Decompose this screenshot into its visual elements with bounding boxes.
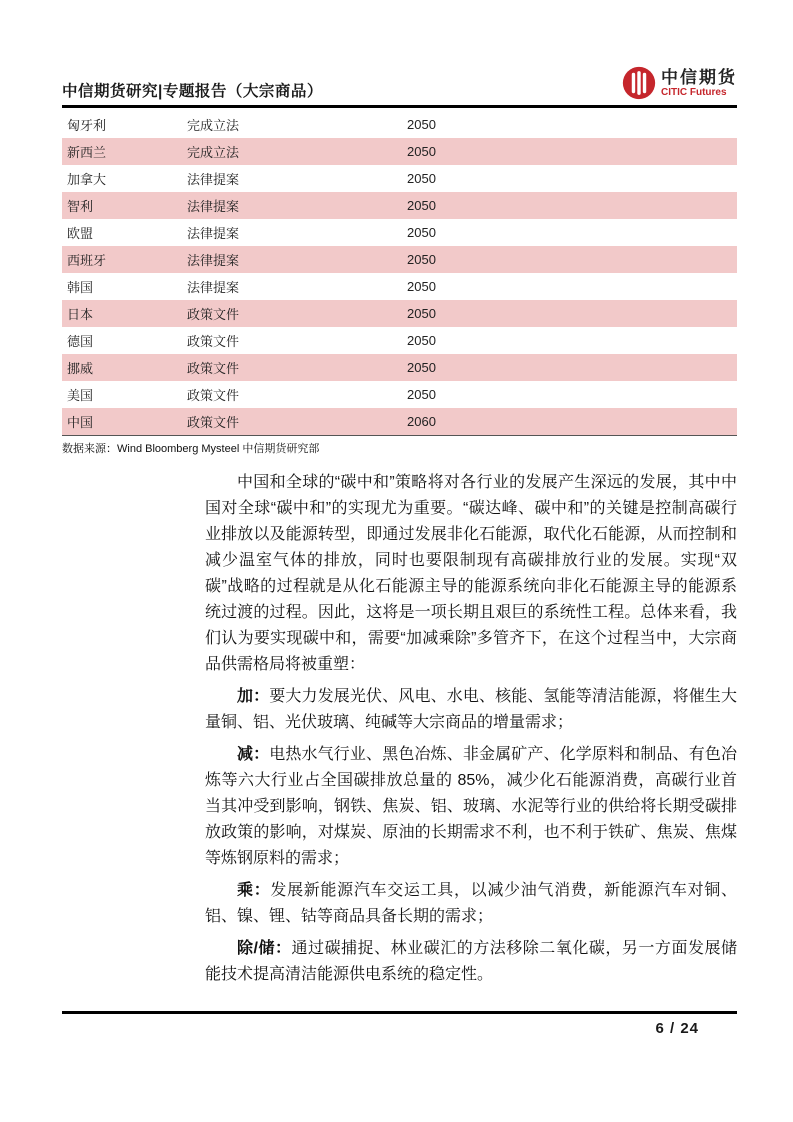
paragraph: 中国和全球的“碳中和”策略将对各行业的发展产生深远的发展，其中中国对全球“碳中和”的实现尤为重要。“碳达峰、碳中和”的关键是控制高碳行业排放以及能源转型，即通过发展非化石能源，取代化石能源，从而控制和减少温室气体的排放，同时也要限制现有高碳排放行业的发展。实现“双碳”战略的过程就是从化石能源主导的能源系统向非化石能源主导的能源系统过渡的过程。因此，这将是一项长期且艰巨的系统性工程。总体来看，我们认为要实现碳中和，需要“加减乘除”多管齐下，在这个过程当中，大宗商品供需格局将被重塑：: [205, 474, 737, 673]
cell-country: 欧盟: [67, 226, 94, 241]
cell-year: 2050: [407, 306, 436, 321]
cell-status: 政策文件: [187, 361, 240, 376]
logo-text: [661, 69, 737, 98]
page-footer: [62, 1011, 737, 1037]
cell-year: 2050: [407, 279, 436, 294]
table-row: [62, 300, 737, 327]
citic-logo: [622, 66, 737, 102]
page-header: [62, 0, 737, 108]
cell-status: 政策文件: [187, 334, 240, 349]
cell-country: 美国: [67, 388, 94, 403]
cell-year: 2050: [407, 225, 436, 240]
cell-year: 2050: [407, 117, 436, 132]
cell-country: 智利: [67, 199, 94, 214]
paragraph-lead: 除/储：: [237, 940, 292, 957]
cell-year: 2060: [407, 414, 436, 429]
cell-country: 日本: [67, 307, 94, 322]
cell-status: 政策文件: [187, 415, 240, 430]
cell-status: 法律提案: [187, 172, 240, 187]
cell-year: 2050: [407, 144, 436, 159]
page-number: 6 / 24: [655, 1020, 699, 1037]
table-row: [62, 354, 737, 381]
cell-status: 完成立法: [187, 145, 240, 160]
cell-year: 2050: [407, 360, 436, 375]
table-row: [62, 219, 737, 246]
cell-year: 2050: [407, 387, 436, 402]
body-text: [205, 470, 737, 988]
paragraph-lead: 加：: [237, 688, 270, 705]
cell-country: 加拿大: [67, 172, 107, 187]
table-row: [62, 327, 737, 354]
page-content: [62, 0, 737, 1122]
cell-country: 新西兰: [67, 145, 107, 160]
cell-country: 韩国: [67, 280, 94, 295]
data-source-note: 数据来源：Wind Bloomberg Mysteel 中信期货研究部: [62, 443, 320, 455]
cell-status: 法律提案: [187, 280, 240, 295]
paragraph: 乘：发展新能源汽车交运工具，以减少油气消费，新能源汽车对铜、铝、镍、锂、钴等商品具备长期的需求；: [205, 882, 737, 925]
table-row: [62, 138, 737, 165]
cell-year: 2050: [407, 252, 436, 267]
cell-status: 法律提案: [187, 199, 240, 214]
table-row: [62, 192, 737, 219]
table-row: [62, 381, 737, 408]
table-row: [62, 273, 737, 300]
table-row: [62, 111, 737, 138]
cell-country: 西班牙: [67, 253, 107, 268]
report-title: 中信期货研究|专题报告（大宗商品）: [62, 83, 323, 100]
cell-status: 政策文件: [187, 307, 240, 322]
cell-year: 2050: [407, 333, 436, 348]
cell-status: 政策文件: [187, 388, 240, 403]
paragraph-lead: 乘：: [237, 882, 271, 899]
paragraph: 除/储：通过碳捕捉、林业碳汇的方法移除二氧化碳，另一方面发展储能技术提高清洁能源供电系统的稳定性。: [205, 940, 737, 983]
citic-emblem-icon: [622, 66, 656, 100]
cell-status: 完成立法: [187, 118, 240, 133]
logo-name-cn: 中信期货: [661, 67, 737, 87]
paragraph: 加：要大力发展光伏、风电、水电、核能、氢能等清洁能源，将催生大量铜、铝、光伏玻璃、纯碱等大宗商品的增量需求；: [205, 688, 737, 731]
table-row: [62, 165, 737, 192]
cell-year: 2050: [407, 198, 436, 213]
logo-name-en: CITIC Futures: [661, 86, 727, 98]
cell-country: 德国: [67, 334, 94, 349]
paragraph-lead: 减：: [237, 746, 270, 763]
table-row: [62, 246, 737, 273]
cell-year: 2050: [407, 171, 436, 186]
cell-country: 中国: [67, 415, 94, 430]
cell-country: 匈牙利: [67, 118, 107, 133]
cell-country: 挪威: [67, 361, 94, 376]
paragraph: 减：电热水气行业、黑色冶炼、非金属矿产、化学原料和制品、有色冶炼等六大行业占全国碳排放总量的 85%，减少化石能源消费，高碳行业首当其冲受到影响，钢铁、焦炭、铝、玻璃、水泥等行业的供给将长期受碳排放政策的影响，对煤炭、原油的长期需求不利，也不利于铁矿、焦炭、焦煤等炼钢原料的需求；: [205, 746, 737, 867]
cell-status: 法律提案: [187, 253, 240, 268]
table-row: [62, 408, 737, 435]
cell-status: 法律提案: [187, 226, 240, 241]
legislation-table: [62, 111, 737, 436]
